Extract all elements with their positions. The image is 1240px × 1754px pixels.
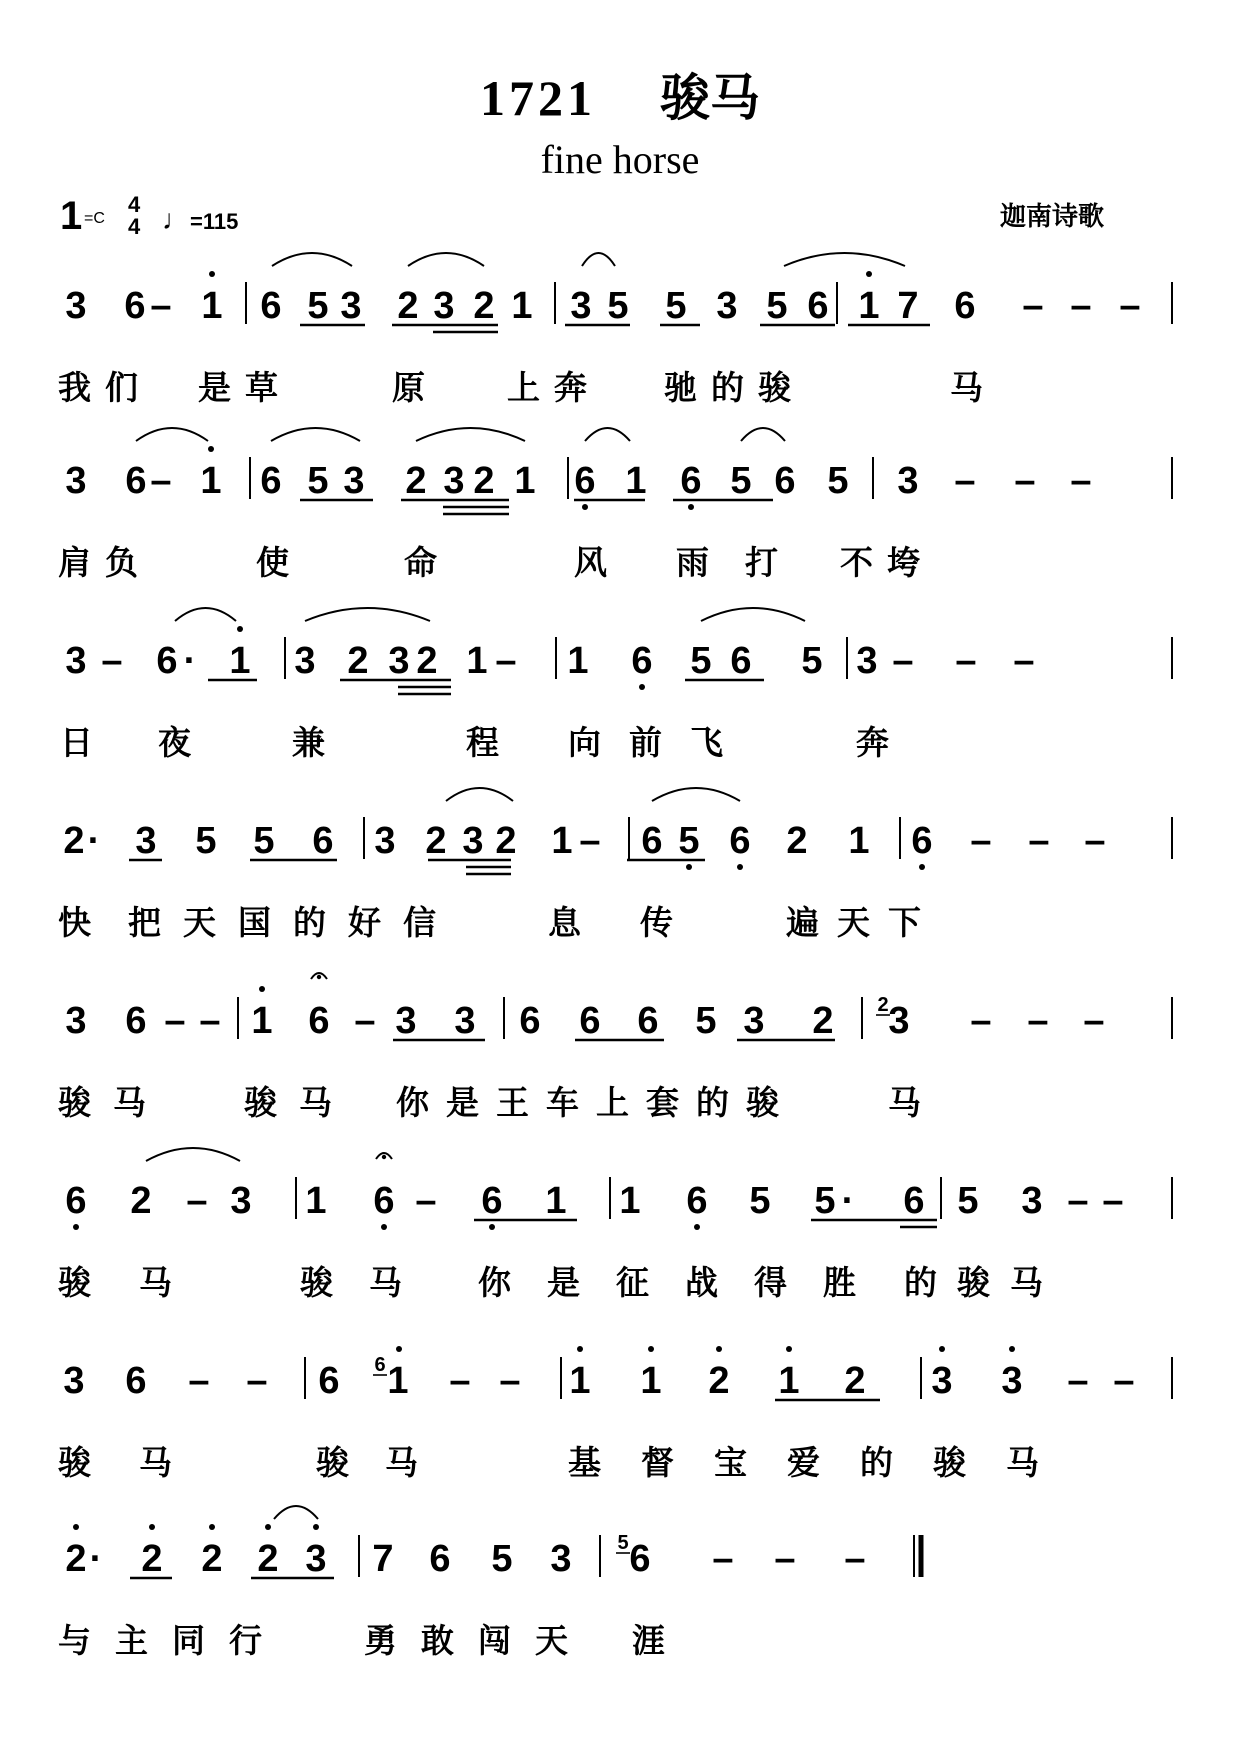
note-1-5: 6 <box>260 285 282 327</box>
lyric-3-5: 向前飞 <box>568 723 751 762</box>
lyric-4-1: 快 <box>58 903 91 942</box>
slur-16 <box>274 1506 318 1519</box>
note-4-6: 6 <box>312 820 334 862</box>
octave-dot-23 <box>648 1346 654 1352</box>
note-6-7: – <box>415 1180 437 1222</box>
note-8-10: 3 <box>550 1538 572 1580</box>
subtitle: fine horse <box>540 137 700 182</box>
slur-7 <box>416 428 525 441</box>
octave-dot-24 <box>716 1346 722 1352</box>
note-7-16: – <box>1067 1360 1089 1402</box>
octave-dot-14 <box>686 864 692 870</box>
fermata-dot-1 <box>317 975 321 979</box>
note-1-13: 5 <box>607 285 629 327</box>
note-2-13: 1 <box>625 460 647 502</box>
octave-dot-19 <box>489 1224 495 1230</box>
note-5-6: 6 <box>308 1000 330 1042</box>
octave-dot-26 <box>939 1346 945 1352</box>
octave-dot-4 <box>237 626 243 632</box>
octave-dot-21 <box>396 1346 402 1352</box>
lyric-5-3: 你是王车上套的骏 <box>396 1083 796 1122</box>
note-1-14: 5 <box>665 285 687 327</box>
note-1-9: 3 <box>433 285 455 327</box>
time-bottom: 4 <box>128 214 141 239</box>
note-5-13: 5 <box>695 1000 717 1042</box>
note-1-4: 1 <box>201 285 223 327</box>
note-3-3: 6 <box>156 640 178 682</box>
lyric-8-1: 与主同行 <box>58 1621 286 1660</box>
note-6-6: 6 <box>373 1180 395 1222</box>
note-4-21: – <box>1084 820 1106 862</box>
note-7-12: 1 <box>778 1360 800 1402</box>
note-7-9: 1 <box>569 1360 591 1402</box>
note-6-18: – <box>1067 1180 1089 1222</box>
note-4-19: – <box>970 820 992 862</box>
note-4-9: 3 <box>462 820 484 862</box>
note-1-15: 3 <box>716 285 738 327</box>
slur-8 <box>585 428 630 441</box>
note-8-2: · <box>89 1538 103 1580</box>
octave-dot-13 <box>639 684 645 690</box>
slur-10 <box>175 608 236 621</box>
note-1-10: 2 <box>473 285 495 327</box>
note-7-4: – <box>246 1360 268 1402</box>
lyric-8-3: 涯 <box>632 1621 665 1660</box>
octave-dot-6 <box>73 1524 79 1530</box>
lyric-7-2: 骏马 <box>316 1443 454 1482</box>
note-7-17: – <box>1113 1360 1135 1402</box>
note-2-18: 3 <box>897 460 919 502</box>
fermata-dot-2 <box>382 1155 386 1159</box>
note-4-10: 2 <box>495 820 517 862</box>
note-2-4: 1 <box>200 460 222 502</box>
note-4-5: 5 <box>253 820 275 862</box>
note-8-3: 2 <box>141 1538 163 1580</box>
lyric-2-2: 使 <box>256 543 289 582</box>
note-2-14: 6 <box>680 460 702 502</box>
note-1-3: – <box>150 285 172 327</box>
note-5-17: – <box>970 1000 992 1042</box>
note-2-8: 2 <box>405 460 427 502</box>
note-1-7: 3 <box>340 285 362 327</box>
lyric-1-2: 是草 <box>198 368 292 407</box>
octave-dot-7 <box>149 1524 155 1530</box>
note-4-16: 2 <box>786 820 808 862</box>
note-3-1: 3 <box>65 640 87 682</box>
lyric-4-2: 把天国的好信 <box>128 903 458 942</box>
slur-4 <box>784 253 905 266</box>
slur-2 <box>408 253 484 266</box>
quarter-note-icon: ♩ <box>162 204 190 235</box>
slur-1 <box>272 253 352 266</box>
octave-dot-16 <box>919 864 925 870</box>
lyric-5-1: 骏马 <box>58 1083 168 1122</box>
note-6-1: 6 <box>65 1180 87 1222</box>
octave-dot-20 <box>694 1224 700 1230</box>
lyric-3-2: 夜 <box>158 723 191 762</box>
note-6-3: – <box>186 1180 208 1222</box>
note-5-14: 3 <box>743 1000 765 1042</box>
note-2-11: 1 <box>514 460 536 502</box>
note-5-11: 6 <box>579 1000 601 1042</box>
note-5-19: – <box>1083 1000 1105 1042</box>
note-3-16: 5 <box>801 640 823 682</box>
lyric-4-3: 息 <box>548 903 581 942</box>
note-4-11: 1 <box>551 820 573 862</box>
octave-dot-9 <box>265 1524 271 1530</box>
time-top: 4 <box>128 192 141 217</box>
lyric-5-2: 骏马 <box>244 1083 354 1122</box>
note-3-5: 1 <box>229 640 251 682</box>
note-2-7: 3 <box>343 460 365 502</box>
note-6-14: · <box>841 1180 855 1222</box>
note-7-3: – <box>188 1360 210 1402</box>
octave-dot-12 <box>688 504 694 510</box>
lyric-5-4: 马 <box>888 1083 921 1122</box>
note-5-10: 6 <box>519 1000 541 1042</box>
lyric-6-2: 骏马 <box>300 1263 438 1302</box>
note-4-20: – <box>1028 820 1050 862</box>
grace-note-1: 2 <box>877 994 889 1016</box>
note-3-12: 1 <box>567 640 589 682</box>
note-5-3: – <box>164 1000 186 1042</box>
lyric-1-6: 马 <box>950 368 983 407</box>
note-3-8: 3 <box>388 640 410 682</box>
note-8-9: 5 <box>491 1538 513 1580</box>
slur-12 <box>701 608 805 621</box>
note-3-7: 2 <box>347 640 369 682</box>
octave-dot-8 <box>209 1524 215 1530</box>
key-tonic: 1 <box>60 194 83 238</box>
note-7-13: 2 <box>844 1360 866 1402</box>
note-7-5: 6 <box>318 1360 340 1402</box>
note-1-23: – <box>1119 285 1141 327</box>
note-6-5: 1 <box>305 1180 327 1222</box>
note-5-12: 6 <box>637 1000 659 1042</box>
note-2-2: 6 <box>125 460 147 502</box>
note-4-13: 6 <box>641 820 663 862</box>
note-2-19: – <box>954 460 976 502</box>
note-7-2: 6 <box>125 1360 147 1402</box>
note-2-17: 5 <box>827 460 849 502</box>
octave-dot-2 <box>866 271 872 277</box>
lyric-7-3: 基督宝爱的骏马 <box>568 1443 1079 1482</box>
grace-note-2: 6 <box>374 1354 386 1376</box>
note-1-20: 6 <box>954 285 976 327</box>
note-1-2: 6 <box>124 285 146 327</box>
octave-dot-10 <box>313 1524 319 1530</box>
note-2-9: 3 <box>443 460 465 502</box>
octave-dot-25 <box>786 1346 792 1352</box>
lyric-1-1: 我们 <box>58 368 152 407</box>
note-4-3: 3 <box>135 820 157 862</box>
slur-15 <box>146 1148 240 1161</box>
note-7-7: – <box>449 1360 471 1402</box>
note-5-5: 1 <box>251 1000 273 1042</box>
lyric-1-3: 原 <box>392 368 425 407</box>
note-2-6: 5 <box>307 460 329 502</box>
lyric-8-2: 勇敢闯天 <box>364 1621 592 1660</box>
note-5-2: 6 <box>125 1000 147 1042</box>
note-3-11: – <box>495 640 517 682</box>
note-3-2: – <box>101 640 123 682</box>
tempo-value: =115 <box>190 209 239 234</box>
note-4-8: 2 <box>425 820 447 862</box>
note-1-8: 2 <box>397 285 419 327</box>
slur-13 <box>446 788 513 801</box>
note-6-17: 3 <box>1021 1180 1043 1222</box>
note-5-8: 3 <box>395 1000 417 1042</box>
note-8-4: 2 <box>201 1538 223 1580</box>
note-3-4: · <box>183 640 197 682</box>
note-4-1: 2 <box>63 820 85 862</box>
note-5-4: – <box>199 1000 221 1042</box>
note-4-14: 5 <box>678 820 700 862</box>
octave-dot-5 <box>259 986 265 992</box>
note-1-1: 3 <box>65 285 87 327</box>
lyric-2-1: 肩负 <box>58 543 152 582</box>
note-2-12: 6 <box>574 460 596 502</box>
note-3-6: 3 <box>294 640 316 682</box>
lyric-1-4: 上奔 <box>507 368 601 407</box>
slur-5 <box>136 428 208 441</box>
note-7-6: 1 <box>387 1360 409 1402</box>
octave-dot-27 <box>1009 1346 1015 1352</box>
lyric-3-3: 兼 <box>292 723 325 762</box>
note-5-18: – <box>1027 1000 1049 1042</box>
lyric-7-1: 骏马 <box>58 1443 220 1482</box>
note-8-7: 7 <box>372 1538 394 1580</box>
note-1-22: – <box>1070 285 1092 327</box>
note-7-8: – <box>499 1360 521 1402</box>
octave-dot-22 <box>577 1346 583 1352</box>
note-4-18: 6 <box>911 820 933 862</box>
note-6-4: 3 <box>230 1180 252 1222</box>
note-4-17: 1 <box>848 820 870 862</box>
note-6-19: – <box>1102 1180 1124 1222</box>
slur-6 <box>271 428 360 441</box>
key-equals: =C <box>84 210 105 227</box>
slur-3 <box>582 253 615 266</box>
note-4-12: – <box>579 820 601 862</box>
note-1-17: 6 <box>807 285 829 327</box>
note-6-8: 6 <box>481 1180 503 1222</box>
note-2-5: 6 <box>260 460 282 502</box>
song-number: 1721 <box>480 70 596 126</box>
note-3-17: 3 <box>856 640 878 682</box>
note-4-4: 5 <box>195 820 217 862</box>
lyric-2-3: 命 <box>404 543 437 582</box>
note-6-11: 6 <box>686 1180 708 1222</box>
octave-dot-17 <box>73 1224 79 1230</box>
lyric-3-6: 奔 <box>856 723 889 762</box>
note-2-21: – <box>1070 460 1092 502</box>
lyric-6-1: 骏马 <box>58 1263 220 1302</box>
note-6-16: 5 <box>957 1180 979 1222</box>
note-8-8: 6 <box>429 1538 451 1580</box>
note-1-19: 7 <box>897 285 919 327</box>
lyric-2-4: 风 <box>574 543 607 582</box>
note-3-15: 6 <box>730 640 752 682</box>
note-7-15: 3 <box>1001 1360 1023 1402</box>
note-3-20: – <box>1013 640 1035 682</box>
slur-11 <box>305 608 430 621</box>
note-5-16: 3 <box>888 1000 910 1042</box>
note-5-15: 2 <box>812 1000 834 1042</box>
author: 迦南诗歌 <box>1000 202 1105 232</box>
note-8-6: 3 <box>305 1538 327 1580</box>
lyric-3-1: 日 <box>60 723 93 762</box>
note-4-15: 6 <box>729 820 751 862</box>
note-8-11: 6 <box>629 1538 651 1580</box>
note-8-5: 2 <box>257 1538 279 1580</box>
octave-dot-18 <box>381 1224 387 1230</box>
note-7-10: 1 <box>640 1360 662 1402</box>
octave-dot-1 <box>209 271 215 277</box>
lyric-2-5: 雨打 <box>676 543 814 582</box>
note-8-12: – <box>712 1538 734 1580</box>
octave-dot-15 <box>737 864 743 870</box>
note-1-16: 5 <box>766 285 788 327</box>
note-7-14: 3 <box>931 1360 953 1402</box>
note-4-2: · <box>87 820 101 862</box>
note-8-1: 2 <box>65 1538 87 1580</box>
note-1-18: 1 <box>858 285 880 327</box>
lyric-4-4: 传 <box>640 903 673 942</box>
lyric-2-6: 不垮 <box>840 543 934 582</box>
lyric-3-4: 程 <box>466 723 499 762</box>
note-5-9: 3 <box>454 1000 476 1042</box>
octave-dot-3 <box>208 446 214 452</box>
note-1-21: – <box>1022 285 1044 327</box>
slur-14 <box>652 788 740 801</box>
note-2-3: – <box>150 460 172 502</box>
note-4-7: 3 <box>374 820 396 862</box>
lyric-6-3: 你是征战得胜 <box>478 1263 892 1302</box>
note-6-2: 2 <box>130 1180 152 1222</box>
note-2-20: – <box>1014 460 1036 502</box>
note-7-1: 3 <box>63 1360 85 1402</box>
octave-dot-11 <box>582 504 588 510</box>
note-3-14: 5 <box>690 640 712 682</box>
grace-note-3: 5 <box>617 1532 629 1554</box>
note-6-13: 5 <box>814 1180 836 1222</box>
note-6-9: 1 <box>545 1180 567 1222</box>
lyric-1-5: 驰的骏 <box>664 368 805 407</box>
note-2-16: 6 <box>774 460 796 502</box>
note-6-15: 6 <box>903 1180 925 1222</box>
note-7-11: 2 <box>708 1360 730 1402</box>
note-3-18: – <box>892 640 914 682</box>
note-1-12: 3 <box>570 285 592 327</box>
note-3-10: 1 <box>466 640 488 682</box>
lyric-6-4: 的骏马 <box>904 1263 1063 1302</box>
note-6-12: 5 <box>749 1180 771 1222</box>
note-3-13: 6 <box>631 640 653 682</box>
song-name: 骏马 <box>660 69 760 127</box>
note-1-11: 1 <box>511 285 533 327</box>
slur-9 <box>741 428 785 441</box>
note-2-10: 2 <box>473 460 495 502</box>
note-6-10: 1 <box>619 1180 641 1222</box>
note-5-7: – <box>354 1000 376 1042</box>
note-3-9: 2 <box>416 640 438 682</box>
note-1-6: 5 <box>307 285 329 327</box>
note-3-19: – <box>955 640 977 682</box>
note-8-13: – <box>774 1538 796 1580</box>
note-8-14: – <box>844 1538 866 1580</box>
note-2-15: 5 <box>730 460 752 502</box>
note-5-1: 3 <box>65 1000 87 1042</box>
lyric-4-5: 遍天下 <box>786 903 939 942</box>
note-2-1: 3 <box>65 460 87 502</box>
